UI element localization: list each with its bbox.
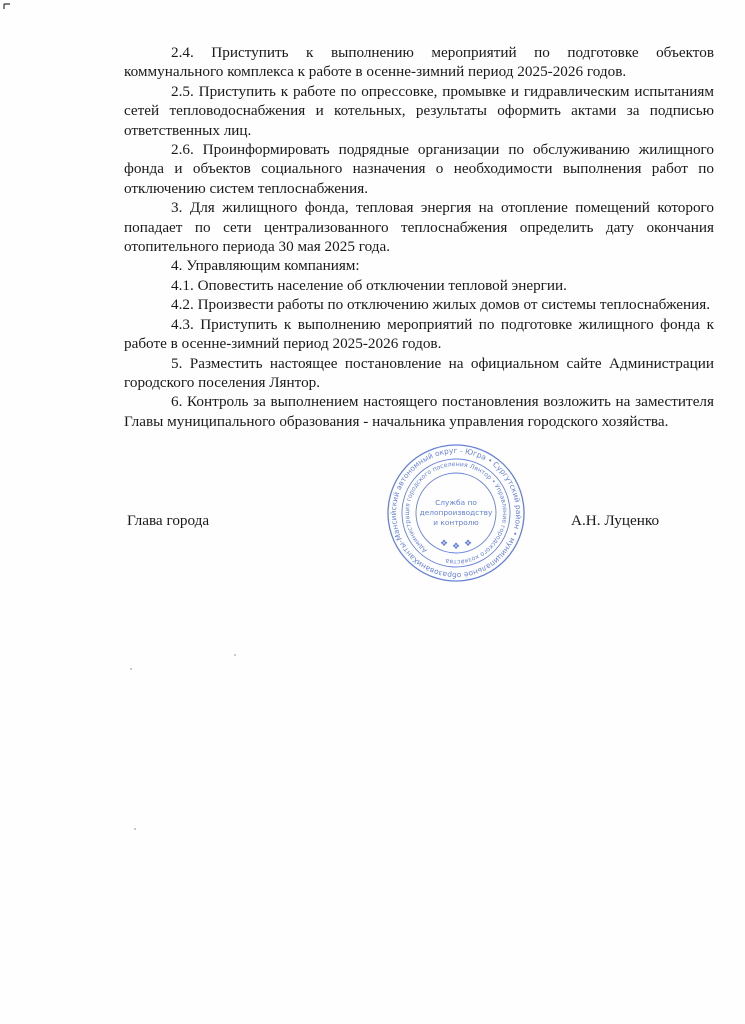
stamp-outer-text: Ханты-Мансийский автономный округ - Югра • Сургутский район • муниципальное образование (388, 445, 524, 581)
stamp-inner-text: Администрация городского поселения Лянтор • Управление городского хозяйства (403, 460, 509, 566)
paragraph-2-5: 2.5. Приступить к работе по опрессовке, промывке и гидравлическим испытаниям сетей тепловодоснабжения и котельных, результаты оформить актами за подписью ответственных лиц. (124, 82, 714, 139)
signatory-name: А.Н. Луценко (571, 512, 660, 529)
paragraph-4-1: 4.1. Оповестить население об отключении тепловой энергии. (171, 276, 567, 294)
stamp-center-line-3: и контролю (433, 518, 479, 527)
scan-speck (134, 828, 136, 830)
paragraph-5: 5. Разместить настоящее постановление на официальном сайте Администрации городского поселения Лянтор. (124, 354, 714, 391)
paragraph-6: 6. Контроль за выполнением настоящего постановления возложить на заместителя Главы муниципального образования - начальника управления городского хозяйства. (124, 393, 714, 430)
stamp-center-line-2: делопроизводству (419, 508, 493, 517)
paragraph-4: 4. Управляющим компаниям: (171, 257, 360, 275)
document-body (124, 43, 714, 431)
stamp-ornament-right-icon: ❖ (463, 539, 473, 549)
paragraph-3: 3. Для жилищного фонда, тепловая энергия на отопление помещений которого попадает по сети централизованного теплоснабжения определить дату окончания отопительного периода 30 мая 2025 года. (124, 199, 714, 256)
stamp-ornament-left-icon: ❖ (439, 539, 449, 549)
scan-corner-mark (3, 3, 11, 11)
stamp-ornament-center-icon: ❖ (451, 542, 461, 552)
paragraph-4-2: 4.2. Произвести работы по отключению жилых домов от системы теплоснабжения. (171, 296, 711, 314)
official-stamp (386, 443, 526, 583)
stamp-center-line-1: Служба по (435, 498, 477, 507)
paragraph-2-6: 2.6. Проинформировать подрядные организации по обслуживанию жилищного фонда и объектов социального назначения о необходимости выполнения работ по отключению систем теплоснабжения. (124, 141, 714, 197)
scan-speck (130, 668, 132, 670)
paragraph-2-4: 2.4. Приступить к выполнению мероприятий по подготовке объектов коммунального комплекса к работе в осенне-зимний период 2025-2026 годов. (124, 44, 714, 81)
signatory-position: Глава города (127, 512, 210, 529)
paragraph-4-3: 4.3. Приступить к выполнению мероприятий по подготовке жилищного фонда к работе в осенне-зимний период 2025-2026 годов. (124, 315, 714, 353)
scan-speck (234, 654, 236, 656)
